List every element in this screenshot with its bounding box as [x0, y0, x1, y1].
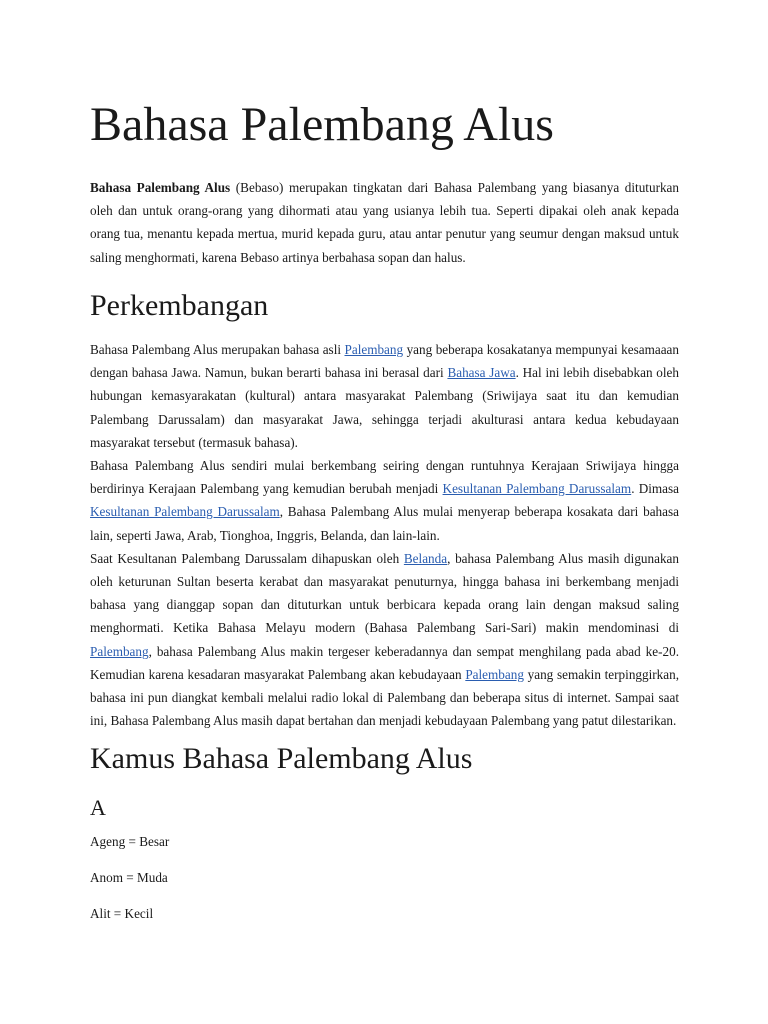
link-bahasa-jawa[interactable]: Bahasa Jawa — [447, 365, 516, 381]
link-palembang[interactable]: Palembang — [344, 342, 404, 357]
letter-heading: A — [90, 795, 106, 820]
intro-paragraph — [90, 176, 679, 269]
dictionary-entry: Ageng = Besar — [90, 834, 170, 849]
intro-text: (Bebaso) merupakan tingkatan dari Bahasa Palembang yang biasanya dituturkan oleh dan untuk orang-orang yang dihormati atau yang usianya lebih tua. Seperti dipakai oleh anak kepada orang tua, menantu kepada mertua, murid kepada guru, atau antar penutur yang seumur dengan maksud untuk saling menghormati, karena Bebaso artinya berbahasa sopan dan halus. — [90, 180, 680, 265]
text-run: Saat Kesultanan Palembang Darussalam dihapuskan oleh — [90, 550, 404, 566]
link-palembang-2[interactable]: Palembang — [90, 643, 149, 659]
link-palembang-3[interactable]: Palembang — [465, 666, 524, 682]
text-run: Bahasa Palembang Alus merupakan bahasa asli — [90, 342, 345, 357]
text-run: , Bahasa Palembang Alus mulai menyerap beberapa kosakata dari bahasa lain, seperti Jawa, Arab, Tionghoa, Inggris, Belanda, dan lain-lain. — [90, 504, 679, 543]
text-run: yang beberapa kosakatanya mempunyai kesamaaan dengan bahasa Jawa. Namun, bukan berarti bahasa ini berasal dari — [90, 342, 679, 381]
perkembangan-paragraph-2 — [90, 454, 679, 547]
perkembangan-paragraph-3 — [90, 547, 679, 733]
perkembangan-body — [90, 338, 679, 732]
text-run: , bahasa Palembang Alus masih digunakan oleh keturunan Sultan beserta kerabat dan masyarakat penuturnya, hingga bahasa ini berkembang menjadi bahasa yang dianggap sopan dan dituturkan untuk berbicara kepada orang lain dengan maksud saling menghormati. Ketika Bahasa Melayu modern (Bahasa Palembang Sari-Sari) makin mendominasi di — [90, 550, 679, 636]
link-belanda[interactable]: Belanda — [403, 550, 448, 566]
perkembangan-paragraph-1 — [90, 338, 679, 454]
link-kesultanan-palembang-darussalam-2[interactable]: Kesultanan Palembang Darussalam — [90, 504, 280, 520]
link-kesultanan-palembang-darussalam[interactable]: Kesultanan Palembang Darussalam — [442, 481, 632, 497]
dictionary-entry: Anom = Muda — [90, 870, 168, 885]
page-title: Bahasa Palembang Alus — [90, 98, 554, 151]
section-heading-perkembangan: Perkembangan — [90, 289, 269, 322]
dictionary-entry: Alit = Kecil — [90, 906, 154, 921]
text-run: . Dimasa — [631, 481, 679, 497]
intro-bold-term: Bahasa Palembang Alus — [90, 180, 231, 195]
text-run: , bahasa Palembang Alus makin tergeser keberadannya dan sempat menghilang pada abad ke-20. Kemudian karena kesadaran masyarakat Palembang akan kebudayaan — [90, 643, 679, 682]
section-heading-kamus: Kamus Bahasa Palembang Alus — [90, 742, 473, 775]
text-run: Bahasa Palembang Alus sendiri mulai berkembang seiring dengan runtuhnya Kerajaan Sriwijaya hingga berdirinya Kerajaan Palembang yang kemudian berubah menjadi — [90, 458, 679, 497]
text-run: yang semakin terpinggirkan, bahasa ini pun diangkat kembali melalui radio lokal di Palembang dan beberapa situs di internet. Sampai saat ini, Bahasa Palembang Alus masih dapat bertahan dan menjadi kebudayaan Palembang yang patut dilestarikan. — [90, 666, 679, 729]
text-run: . Hal ini lebih disebabkan oleh hubungan kemasyarakatan (kultural) antara masyarakat Palembang (Sriwijaya saat itu dan kemudian Palembang Darussalam) dan masyarakat Jawa, sehingga terjadi akulturasi antara kedua kebudayaan masyarakat tersebut (termasuk bahasa). — [90, 365, 679, 450]
